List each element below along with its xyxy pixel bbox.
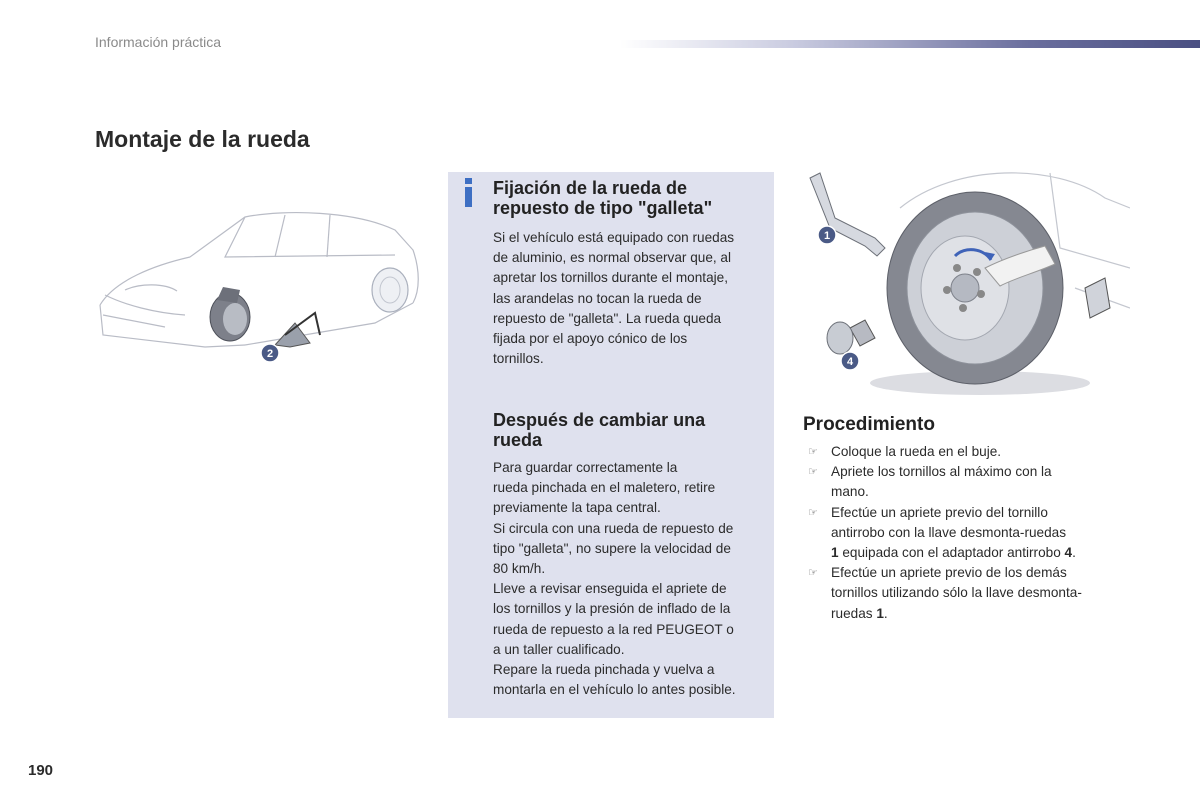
hand-pointer-icon: ☞ <box>808 466 818 479</box>
after-change-body: Para guardar correctamente la rueda pinchada en el maletero, retire previamente la tapa central. Si circula con una rueda de repuesto de tipo "galleta", no supere la velocidad de 80 km/h. Lleve a revisar enseguida el apriete de los tornillos y la presión de inflado de la rueda de repuesto a la red PEUGEOT o a un taller cualificado. Repare la rueda pinchada y vuelva a montarla en el vehículo lo antes posible. <box>493 460 736 698</box>
fixing-body: Si el vehículo está equipado con ruedas de aluminio, es normal observar que, al apretar los tornillos durante el montaje, las arandelas no tocan la rueda de repuesto de "galleta". La rueda queda fijada por el apoyo cónico de los tornillos. <box>493 230 735 367</box>
after-change-heading: Después de cambiar una rueda <box>493 410 706 450</box>
header-gradient-bar <box>620 40 1200 48</box>
page-number: 190 <box>28 762 54 779</box>
callout-1-label: 1 <box>823 230 831 242</box>
page-title: Montaje de la rueda <box>95 126 310 152</box>
callout-4-label: 4 <box>846 356 854 368</box>
wheel-bolt-illustration <box>805 168 1130 400</box>
procedure-step: ☞ Coloque la rueda en el buje. <box>803 442 1123 462</box>
fixing-heading: Fijación de la rueda de repuesto de tipo "galleta" <box>493 178 713 218</box>
procedure-step: ☞ Apriete los tornillos al máximo con la mano. <box>808 464 1052 500</box>
procedure-list <box>803 442 1123 624</box>
procedure-step: ☞ Efectúe un apriete previo del tornillo antirrobo con la llave desmonta-ruedas 1 equipada con el adaptador antirrobo 4. <box>808 504 1076 561</box>
section-label: Información práctica <box>95 34 222 50</box>
hand-pointer-icon: ☞ <box>808 567 818 580</box>
hand-pointer-icon: ☞ <box>808 506 818 519</box>
hand-pointer-icon: ☞ <box>808 446 818 458</box>
procedure-step: ☞ Efectúe un apriete previo de los demás tornillos utilizando sólo la llave desmonta- ruedas 1. <box>808 565 1082 621</box>
callout-2-label: 2 <box>266 348 274 360</box>
procedure-heading: Procedimiento <box>803 414 935 435</box>
info-box <box>448 172 774 718</box>
car-jack-illustration <box>95 195 425 370</box>
info-icon <box>462 178 476 208</box>
